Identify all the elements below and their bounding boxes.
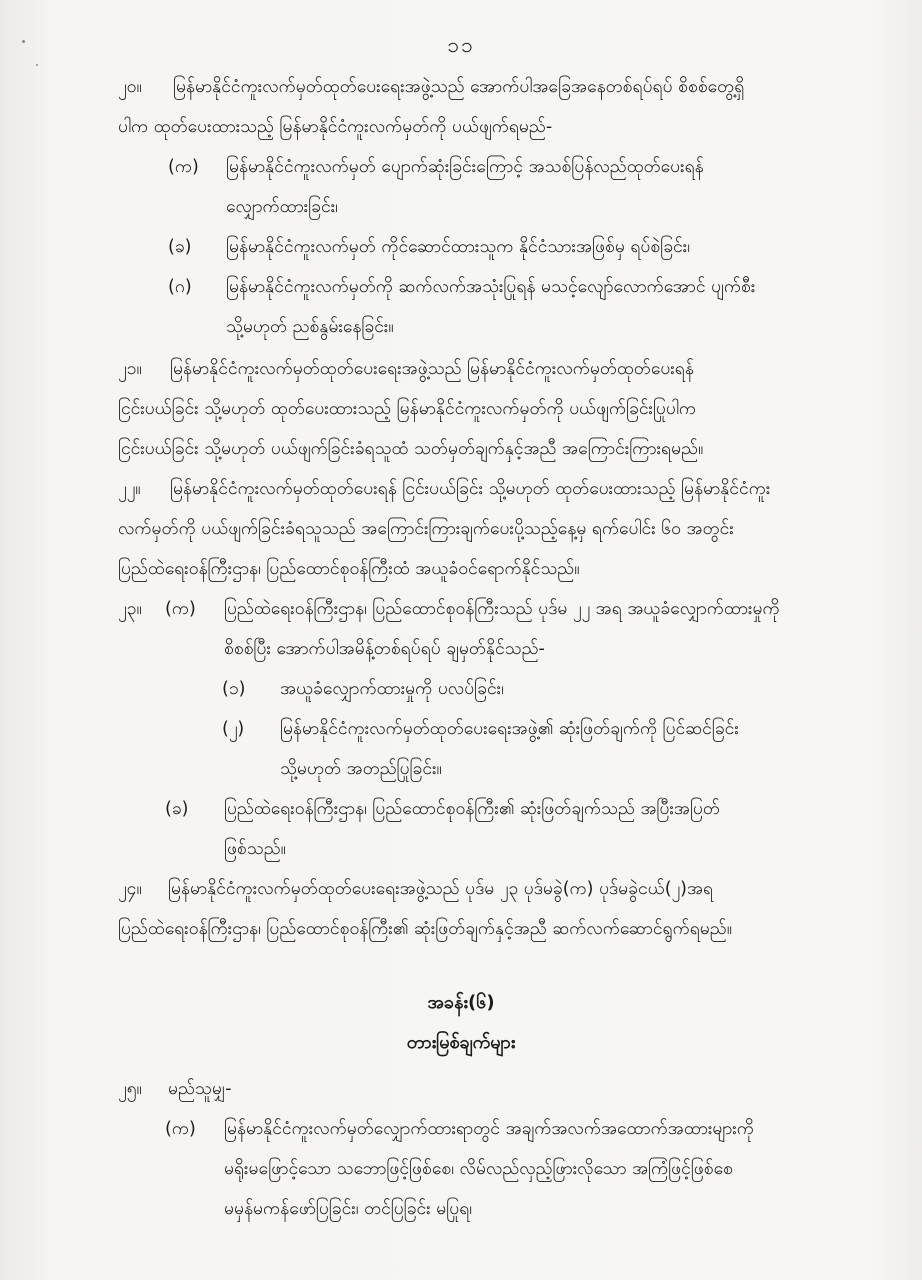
section-text: မြန်မာနိုင်ငံကူးလက်မှတ်ထုတ်ပေးရန် ငြင်းပယ်ခြင်း သို့မဟုတ် ထုတ်ပေးထားသည့် မြန်မာနိုင်ငံကူး — [170, 479, 771, 499]
section-number: ၂၄။ — [118, 879, 142, 899]
section-number: ၂၁။ — [118, 359, 142, 379]
subclause-text: သို့မဟုတ် အတည်ပြုခြင်း။ — [280, 759, 442, 779]
clause-text: မြန်မာနိုင်ငံကူးလက်မှတ်ကို ဆက်လက်အသုံးပြုရန် မသင့်လျော်လောက်အောင် ပျက်စီး — [226, 277, 756, 297]
subclause-text: မြန်မာနိုင်ငံကူးလက်မှတ်ထုတ်ပေးရေးအဖွဲ့၏ ဆုံးဖြတ်ချက်ကို ပြင်ဆင်ခြင်း — [280, 719, 739, 739]
section-text: ငြင်းပယ်ခြင်း သို့မဟုတ် ထုတ်ပေးထားသည့် မြန်မာနိုင်ငံကူးလက်မှတ်ကို ပယ်ဖျက်ခြင်းပြုပါက — [118, 399, 697, 419]
subclause-label: (၁) — [222, 679, 246, 699]
section-text: မြန်မာနိုင်ငံကူးလက်မှတ်ထုတ်ပေးရေးအဖွဲ့သည် မြန်မာနိုင်ငံကူးလက်မှတ်ထုတ်ပေးရန် — [170, 359, 694, 379]
clause-text: မြန်မာနိုင်ငံကူးလက်မှတ် ကိုင်ဆောင်ထားသူက နိုင်ငံသားအဖြစ်မှ ရပ်စဲခြင်း၊ — [226, 237, 690, 257]
clause-text: မမှန်မကန်ဖော်ပြခြင်း၊ တင်ပြခြင်း မပြုရ၊ — [224, 1199, 473, 1219]
section-text: မည်သူမျှ- — [168, 1079, 232, 1099]
section-text: ပါက ထုတ်ပေးထားသည့် မြန်မာနိုင်ငံကူးလက်မှတ်ကို ပယ်ဖျက်ရမည်- — [118, 117, 553, 137]
clause-text: လျှောက်ထားခြင်း၊ — [226, 197, 338, 217]
page-number: ၁၁ — [447, 33, 475, 57]
section-text: ငြင်းပယ်ခြင်း သို့မဟုတ် ပယ်ဖျက်ခြင်းခံရသူထံ သတ်မှတ်ချက်နှင့်အညီ အကြောင်းကြားရမည်။ — [118, 439, 704, 459]
section-text: ပြည်ထဲရေးဝန်ကြီးဌာန၊ ပြည်ထောင်စုဝန်ကြီး၏ ဆုံးဖြတ်ချက်နှင့်အညီ ဆက်လက်ဆောင်ရွက်ရမည်။ — [118, 919, 732, 939]
clause-text: ဖြစ်သည်။ — [224, 839, 286, 859]
subclause-text: အယူခံလျှောက်ထားမှုကို ပလပ်ခြင်း၊ — [280, 679, 504, 699]
section-text: မြန်မာနိုင်ငံကူးလက်မှတ်ထုတ်ပေးရေးအဖွဲ့သည် အောက်ပါအခြေအနေတစ်ရပ်ရပ် စိစစ်တွေ့ရှိ — [173, 77, 745, 97]
section-number: ၂၅။ — [118, 1079, 142, 1099]
clause-label: (ခ) — [168, 237, 192, 257]
clause-label: (က) — [168, 157, 199, 177]
clause-label: (က) — [165, 599, 196, 619]
clause-text: ပြည်ထဲရေးဝန်ကြီးဌာန၊ ပြည်ထောင်စုဝန်ကြီး၏ ဆုံးဖြတ်ချက်သည် အပြီးအပြတ် — [224, 799, 720, 819]
section-text: မြန်မာနိုင်ငံကူးလက်မှတ်ထုတ်ပေးရေးအဖွဲ့သည် ပုဒ်မ ၂၃ ပုဒ်မခွဲ(က) ပုဒ်မခွဲငယ်(၂)အရ — [168, 879, 714, 899]
section-number: ၂၀။ — [118, 77, 142, 97]
section-text: လက်မှတ်ကို ပယ်ဖျက်ခြင်းခံရသူသည် အကြောင်းကြားချက်ပေးပို့သည့်နေ့မှ ရက်ပေါင်း ၆၀ အတွင်း — [118, 519, 734, 539]
clause-text: မြန်မာနိုင်ငံကူးလက်မှတ်လျှောက်ထားရာတွင် အချက်အလက်အထောက်အထားများကို — [224, 1119, 754, 1139]
chapter-title: အခန်း(၆) — [427, 992, 495, 1013]
section-number: ၂၂။ — [118, 479, 141, 499]
clause-text: ပြည်ထဲရေးဝန်ကြီးဌာန၊ ပြည်ထောင်စုဝန်ကြီးသည် ပုဒ်မ ၂၂ အရ အယူခံလျှောက်ထားမှုကို — [224, 599, 780, 619]
clause-label: (က) — [165, 1119, 196, 1139]
chapter-subtitle: တားမြစ်ချက်များ — [406, 1032, 516, 1053]
subclause-label: (၂) — [222, 719, 245, 739]
clause-text: စိစစ်ပြီး အောက်ပါအမိန့်တစ်ရပ်ရပ် ချမှတ်နိုင်သည်- — [224, 639, 545, 659]
clause-text: မြန်မာနိုင်ငံကူးလက်မှတ် ပျောက်ဆုံးခြင်းကြောင့် အသစ်ပြန်လည်ထုတ်ပေးရန် — [226, 157, 704, 177]
scan-speck — [36, 64, 38, 66]
clause-text: သို့မဟုတ် ညစ်နွမ်းနေခြင်း။ — [226, 317, 394, 337]
clause-label: (ဂ) — [168, 277, 192, 297]
section-text: ပြည်ထဲရေးဝန်ကြီးဌာန၊ ပြည်ထောင်စုဝန်ကြီးထံ အယူခံဝင်ရောက်နိုင်သည်။ — [118, 559, 580, 579]
clause-text: မရိုးမဖြောင့်သော သဘောဖြင့်ဖြစ်စေ၊ လိမ်လည်လှည့်ဖြားလိုသော အကြံဖြင့်ဖြစ်စေ — [224, 1159, 733, 1179]
clause-label: (ခ) — [165, 799, 189, 819]
section-number: ၂၃။ — [118, 599, 142, 619]
